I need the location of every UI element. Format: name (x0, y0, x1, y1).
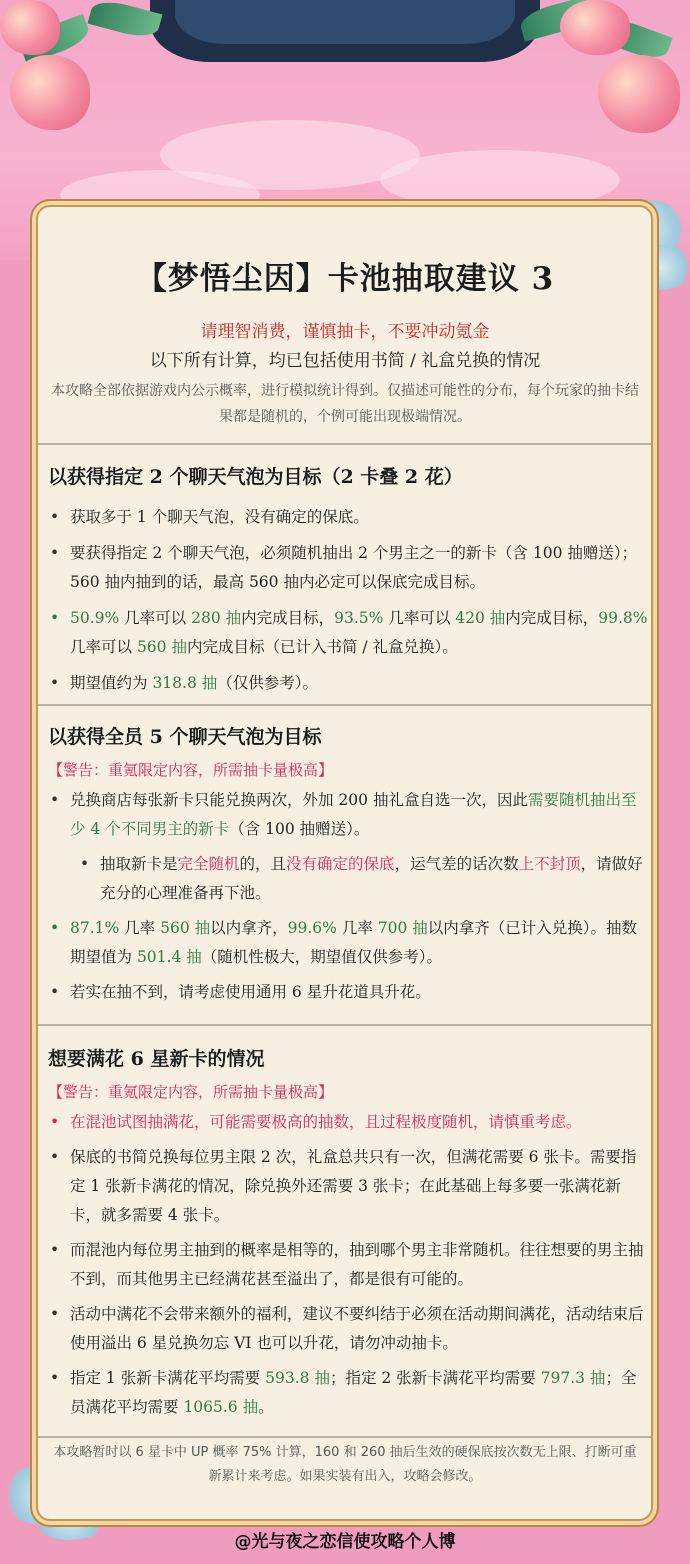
list-item (48, 1236, 648, 1294)
peach-icon (0, 0, 60, 55)
probability-value: 50.9% (70, 609, 120, 627)
bullet-list (48, 786, 648, 1007)
highlight-text: 需要随机抽出至少 4 个不同男主的新卡 (70, 791, 637, 838)
list-item (48, 850, 648, 908)
top-banner-ornament-inner (175, 0, 515, 44)
item-text: （含 100 抽赠送）。 (229, 820, 370, 838)
list-item (48, 669, 648, 698)
list-item (48, 1108, 648, 1137)
pull-count: 593.8 抽 (265, 1369, 330, 1387)
list-item (48, 914, 648, 972)
item-text: 若实在抽不到，请考虑使用通用 6 星升花道具升花。 (70, 983, 431, 1001)
pull-count: 797.3 抽 (540, 1369, 606, 1387)
section-full-bloom (48, 1044, 648, 1422)
pull-count: 1065.6 抽 (183, 1398, 259, 1416)
list-item (48, 978, 648, 1007)
item-text: 在混池试图抽满花，可能需要极高的抽数，且过程极度随机，请慎重考虑。 (70, 1113, 582, 1131)
item-text: 几率可以 (119, 609, 192, 627)
list-item (48, 1300, 648, 1358)
item-text: 几率 (336, 919, 378, 937)
item-text: 内完成目标， (505, 609, 599, 627)
disclaimer-note: 本攻略全部依据游戏内公示概率，进行模拟统计得到。仅描述可能性的分布，每个玩家的抽卡结果都是随机的，个例可能出现极端情况。 (51, 383, 639, 425)
item-text: 兑换商店每张新卡只能兑换两次，外加 200 抽礼盒自选一次，因此 (70, 791, 528, 809)
item-text: 以内拿齐， (210, 919, 288, 937)
author-credit: @光与夜之恋信使攻略个人博 (234, 1532, 456, 1552)
item-text: 内完成目标， (241, 609, 335, 627)
pull-count: 318.8 抽 (152, 674, 218, 692)
item-text: 以内拿齐（已计入兑换）。抽数期望值为 (70, 919, 638, 966)
section-title: 以获得全员 5 个聊天气泡为目标 (48, 726, 322, 748)
guide-header (40, 253, 650, 430)
section-two-bubbles (48, 462, 648, 698)
item-text: （仅供参考）。 (217, 674, 319, 692)
pull-count: 420 抽 (455, 609, 506, 627)
section-title: 以获得指定 2 个聊天气泡为目标（2 卡叠 2 花） (48, 466, 463, 488)
bullet-list (48, 1108, 648, 1422)
calculation-note: 以下所有计算，均已包括使用书简 / 礼盒兑换的情况 (149, 351, 541, 371)
item-text: 指定 1 张新卡满花平均需要 (70, 1369, 266, 1387)
pull-count: 501.4 抽 (136, 948, 202, 966)
pull-count: 560 抽 (136, 638, 187, 656)
highlight-text: 没有确定的保底 (286, 855, 395, 873)
list-item (48, 604, 648, 662)
section-divider (38, 1436, 651, 1438)
item-text: ；全员满花平均需要 (70, 1369, 637, 1416)
highlight-text: 上不封顶 (518, 855, 581, 873)
pull-count: 700 抽 (377, 919, 428, 937)
probability-value: 93.5% (334, 609, 384, 627)
list-item (48, 503, 648, 532)
section-all-bubbles (48, 722, 648, 1007)
item-text: ，请做好充分的心理准备再下池。 (100, 855, 643, 902)
peach-icon (10, 55, 90, 130)
item-text: 获取多于 1 个聊天气泡，没有确定的保底。 (70, 508, 369, 526)
section-divider (38, 704, 651, 706)
item-text: ，运气差的话次数 (394, 855, 519, 873)
item-text: 期望值约为 (70, 674, 153, 692)
item-text: （随机性极大，期望值仅供参考）。 (201, 948, 443, 966)
section-divider (38, 443, 651, 445)
item-text: 活动中满花不会带来额外的福利，建议不要纠结于必须在活动期间满花，活动结束后使用溢出 6 星兑换勿忘 VI 也可以升花，请勿冲动抽卡。 (70, 1305, 644, 1352)
list-item (48, 786, 648, 844)
item-text: 的，且 (239, 855, 287, 873)
heavy-spend-alert: 【警告：重氪限定内容，所需抽卡量极高】 (48, 1083, 334, 1101)
list-item (48, 539, 648, 597)
peach-icon (598, 55, 680, 133)
section-divider (38, 1024, 651, 1026)
item-text: 抽取新卡是 (100, 855, 178, 873)
item-text: 而混池内每位男主抽到的概率是相等的，抽到哪个男主非常随机。往往想要的男主抽不到，而其他男主已经满花甚至溢出了，都是很有可能的。 (70, 1241, 644, 1288)
footnote: 本攻略暂时以 6 星卡中 UP 概率 75% 计算，160 和 260 抽后生效的硬保底按次数无上限、打断可重新累计来考虑。如果实装有出入，攻略会修改。 (53, 1445, 637, 1484)
peach-icon (560, 0, 630, 55)
list-item (48, 1143, 648, 1230)
item-text: 。 (258, 1398, 274, 1416)
probability-value: 99.8% (598, 609, 648, 627)
item-text: 内完成目标（已计入书简 / 礼盒兑换）。 (186, 638, 458, 656)
pull-count: 280 抽 (191, 609, 242, 627)
item-text: 保底的书简兑换每位男主限 2 次，礼盒总共只有一次，但满花需要 6 张卡。需要指定 1 张新卡满花的情况，除兑换外还需要 3 张卡；在此基础上每多要一张满花新卡，就多需要 4 张卡。 (70, 1148, 637, 1224)
bullet-list (48, 503, 648, 698)
pull-count: 560 抽 (160, 919, 211, 937)
section-title: 想要满花 6 星新卡的情况 (48, 1048, 265, 1070)
item-text: 几率 (119, 919, 161, 937)
probability-value: 87.1% (70, 919, 120, 937)
spending-warning: 请理智消费，谨慎抽卡，不要冲动氪金 (200, 322, 490, 342)
page-title: 【梦悟尘因】卡池抽取建议 3 (135, 261, 555, 297)
pink-cloud-decoration (380, 150, 620, 210)
item-text: 要获得指定 2 个聊天气泡，必须随机抽出 2 个男主之一的新卡（含 100 抽赠送）；560 抽内抽到的话，最高 560 抽内必定可以保底完成目标。 (70, 544, 638, 591)
highlight-text: 完全随机 (177, 855, 240, 873)
list-item (48, 1364, 648, 1422)
item-text: 几率可以 (383, 609, 456, 627)
probability-value: 99.6% (287, 919, 337, 937)
item-text: 几率可以 (70, 638, 137, 656)
item-text: ；指定 2 张新卡满花平均需要 (329, 1369, 541, 1387)
heavy-spend-alert: 【警告：重氪限定内容，所需抽卡量极高】 (48, 761, 334, 779)
